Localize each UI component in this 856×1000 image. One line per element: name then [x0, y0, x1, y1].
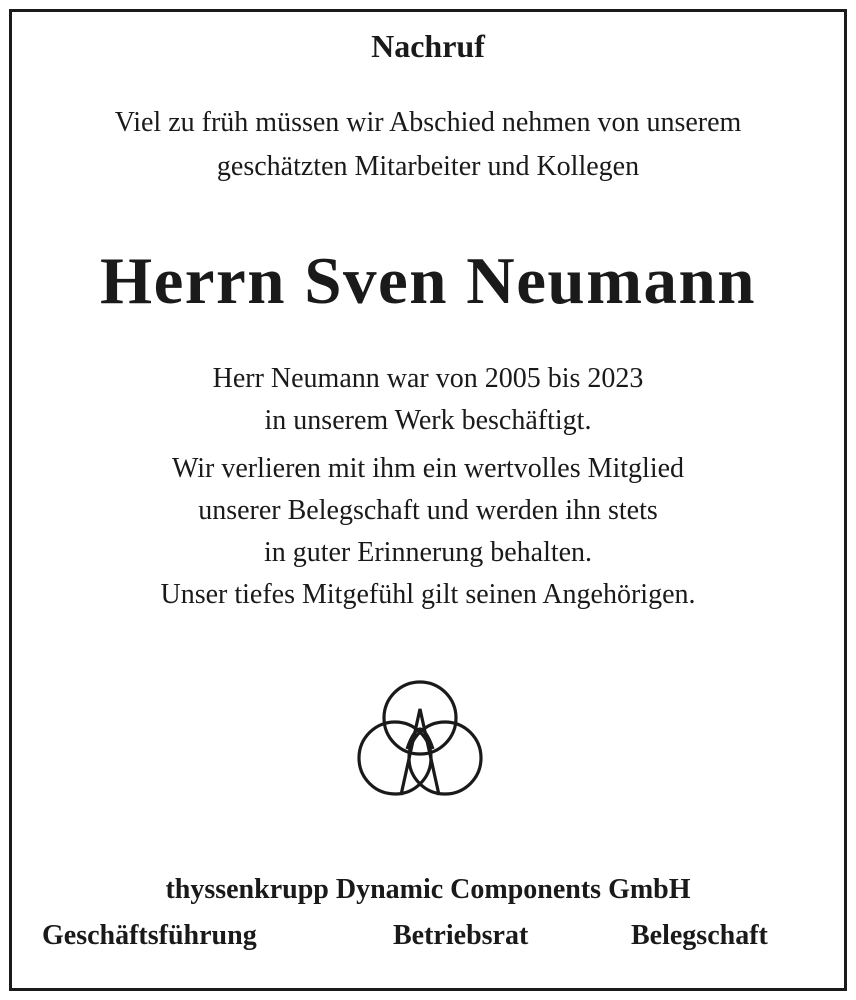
signatory-staff: Belegschaft: [631, 920, 768, 951]
intro-text: [0, 101, 856, 189]
intro-line: geschätzten Mitarbeiter und Kollegen: [216, 151, 640, 182]
signatory-works-council: Betriebsrat: [393, 920, 529, 951]
condolence-text: [0, 448, 856, 616]
signatory-row: [0, 920, 856, 960]
body-line: Wir verlieren mit ihm ein wertvolles Mitglied: [171, 453, 685, 484]
body-line: Unser tiefes Mitgefühl gilt seinen Angehörigen.: [160, 579, 696, 610]
company-logo-icon: [357, 679, 483, 797]
body-line: unserer Belegschaft und werden ihn stets: [198, 495, 658, 526]
intro-line: Viel zu früh müssen wir Abschied nehmen von unserem: [114, 107, 742, 138]
signatory-management: Geschäftsführung: [42, 920, 257, 951]
body-line: in guter Erinnerung behalten.: [263, 537, 593, 568]
body-line: Herr Neumann war von 2005 bis 2023: [212, 363, 644, 394]
notice-heading: Nachruf: [371, 28, 485, 64]
body-line: in unserem Werk beschäftigt.: [264, 405, 592, 436]
employment-text: [0, 358, 856, 442]
company-name: thyssenkrupp Dynamic Components GmbH: [165, 874, 691, 905]
deceased-name: Herrn Sven Neumann: [99, 244, 757, 318]
